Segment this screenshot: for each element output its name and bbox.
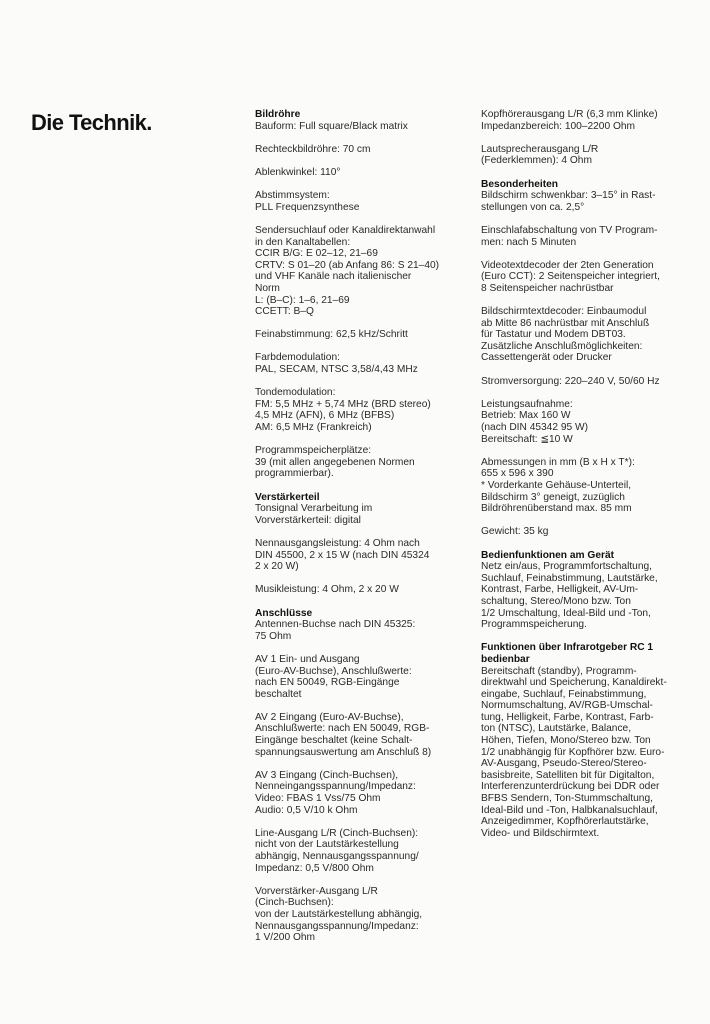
spec-paragraph: Bauform: Full square/Black matrix <box>255 120 408 132</box>
section-heading: Besonderheiten <box>481 178 558 190</box>
section-heading: Anschlüsse <box>255 607 313 619</box>
spec-paragraph: Bildschirm schwenkbar: 3–15° in Rast- stellungen von ca. 2,5° <box>481 190 656 213</box>
spec-paragraph: Tonsignal Verarbeitung im Vorverstärkerteil: digital <box>255 503 373 526</box>
section-heading: Bedienfunktionen am Gerät <box>481 549 615 561</box>
spec-section-funktionen-ueber-infrarotgeber-rc-1-bedienbar <box>481 642 686 839</box>
spec-paragraph: Sendersuchlauf oder Kanaldirektanwahl in den Kanaltabellen: CCIR B/G: E 02–12, 21–69 CRTV: S 01–20 (ab Anfang 86: S 21–40) und VHF Kanäle nach italienischer Norm L: (B–C): 1–6, 21–69 CCETT: B–Q <box>255 224 440 318</box>
spec-section-continued <box>481 109 686 167</box>
spec-paragraph: Tondemodulation: FM: 5,5 MHz + 5,74 MHz (BRD stereo) 4,5 MHz (AFN), 6 MHz (BFBS) AM: 6,5 MHz (Frankreich) <box>255 387 431 434</box>
spec-paragraph: Lautsprecherausgang L/R (Federklemmen): 4 Ohm <box>481 143 599 167</box>
spec-paragraph: Vorverstärker-Ausgang L/R (Cinch-Buchsen): von der Lautstärkestellung abhängig, Nennausgangsspannung/Impedanz: 1 V/200 Ohm <box>255 885 423 944</box>
spec-paragraph: Rechteckbildröhre: 70 cm <box>255 143 371 155</box>
section-heading: Verstärkerteil <box>255 491 320 503</box>
spec-paragraph: Feinabstimmung: 62,5 kHz/Schritt <box>255 329 408 341</box>
spec-paragraph: Leistungsaufnahme: Betrieb: Max 160 W (nach DIN 45342 95 W) Bereitschaft: ≦10 W <box>481 398 589 445</box>
section-heading: Funktionen über Infrarotgeber RC 1 bedienbar <box>481 642 654 665</box>
spec-paragraph: Musikleistung: 4 Ohm, 2 x 20 W <box>255 584 399 596</box>
spec-column-right <box>481 109 686 851</box>
spec-paragraph: Einschlafabschaltung von TV Program- men: nach 5 Minuten <box>481 224 658 248</box>
spec-paragraph: Bildschirmtextdecoder: Einbaumodul ab Mitte 86 nachrüstbar mit Anschluß für Tastatur und Modem DBT03. Zusätzliche Anschlußmöglichkeiten: Cassettengerät oder Drucker <box>481 306 650 364</box>
spec-paragraph: Gewicht: 35 kg <box>481 526 549 538</box>
spec-paragraph: Farbdemodulation: PAL, SECAM, NTSC 3,58/4,43 MHz <box>255 352 418 376</box>
spec-section-bedienfunktionen-am-geraet <box>481 550 686 631</box>
spec-paragraph: Netz ein/aus, Programmfortschaltung, Suchlauf, Feinabstimmung, Lautstärke, Kontrast, Farbe, Helligkeit, AV-Um- schaltung, Stereo/Mono bzw. Ton 1/2 Umschaltung, Ideal-Bild und -Ton, Programmspeicherung. <box>481 561 658 631</box>
spec-paragraph: AV 1 Ein- und Ausgang (Euro-AV-Buchse), Anschlußwerte: nach EN 50049, RGB-Eingänge beschaltet <box>255 653 412 700</box>
spec-paragraph: AV 2 Eingang (Euro-AV-Buchse), Anschlußwerte: nach EN 50049, RGB- Eingänge beschaltet (keine Schalt- spannungsauswertung am Anschluß 8) <box>255 711 432 758</box>
page-title: Die Technik. <box>31 110 152 135</box>
spec-paragraph: Bereitschaft (standby), Programm- direktwahl und Speicherung, Kanaldirekt- eingabe, Suchlauf, Feinabstimmung, Normumschaltung, AV/RGB-Umschal- tung, Helligkeit, Farbe, Kontrast, Farb- ton (NTSC), Lautstärke, Balance, Höhen, Tiefen, Mono/Stereo bzw. Ton 1/2 unabhängig für Kopfhörer bzw. Euro- AV-Ausgang, Pseudo-Stereo/Stereo- basisbreite, Satelliten bit für Digitalton, Interferenzunterdrückung bei DDR oder BFBS Sendern, Ton-Stummschaltung, Ideal-Bild und -Ton, Halbkanalsuchlauf, Anzeigedimmer, Kopfhörerlautstärke, Video- und Bildschirmtext. <box>481 665 667 839</box>
spec-paragraph: Nennausgangsleistung: 4 Ohm nach DIN 45500, 2 x 15 W (nach DIN 45324 2 x 20 W) <box>255 537 430 573</box>
spec-paragraph: Videotextdecoder der 2ten Generation (Euro CCT): 2 Seitenspeicher integriert, 8 Seitenspeicher nachrüstbar <box>481 259 660 294</box>
spec-column-left <box>255 109 470 955</box>
spec-section-verstaerkerteil <box>255 492 470 596</box>
spec-paragraph: Abstimmsystem: PLL Frequenzsynthese <box>255 190 360 213</box>
spec-paragraph: Ablenkwinkel: 110° <box>255 166 341 178</box>
spec-paragraph: Programmspeicherplätze: 39 (mit allen angegebenen Normen programmierbar). <box>255 445 415 480</box>
spec-paragraph: AV 3 Eingang (Cinch-Buchsen), Nenneingangsspannung/Impedanz: Video: FBAS 1 Vss/75 Ohm Audio: 0,5 V/10 k Ohm <box>255 769 416 816</box>
spec-section-besonderheiten <box>481 179 686 538</box>
section-heading: Bildröhre <box>255 109 301 120</box>
spec-paragraph: Stromversorgung: 220–240 V, 50/60 Hz <box>481 375 660 387</box>
spec-paragraph: Antennen-Buchse nach DIN 45325: 75 Ohm <box>255 619 416 642</box>
spec-section-bildroehre <box>255 109 470 480</box>
spec-paragraph: Line-Ausgang L/R (Cinch-Buchsen): nicht von der Lautstärkestellung abhängig, Nennausgangsspannung/ Impedanz: 0,5 V/800 Ohm <box>255 827 419 874</box>
spec-paragraph: Kopfhörerausgang L/R (6,3 mm Klinke) Impedanzbereich: 100–2200 Ohm <box>481 109 658 132</box>
spec-section-anschluesse <box>255 608 470 944</box>
spec-paragraph: Abmessungen in mm (B x H x T*): 655 x 596 x 390 * Vorderkante Gehäuse-Unterteil, Bildschirm 3° geneigt, zuzüglich Bildröhrenüberstand max. 85 mm <box>481 456 635 515</box>
